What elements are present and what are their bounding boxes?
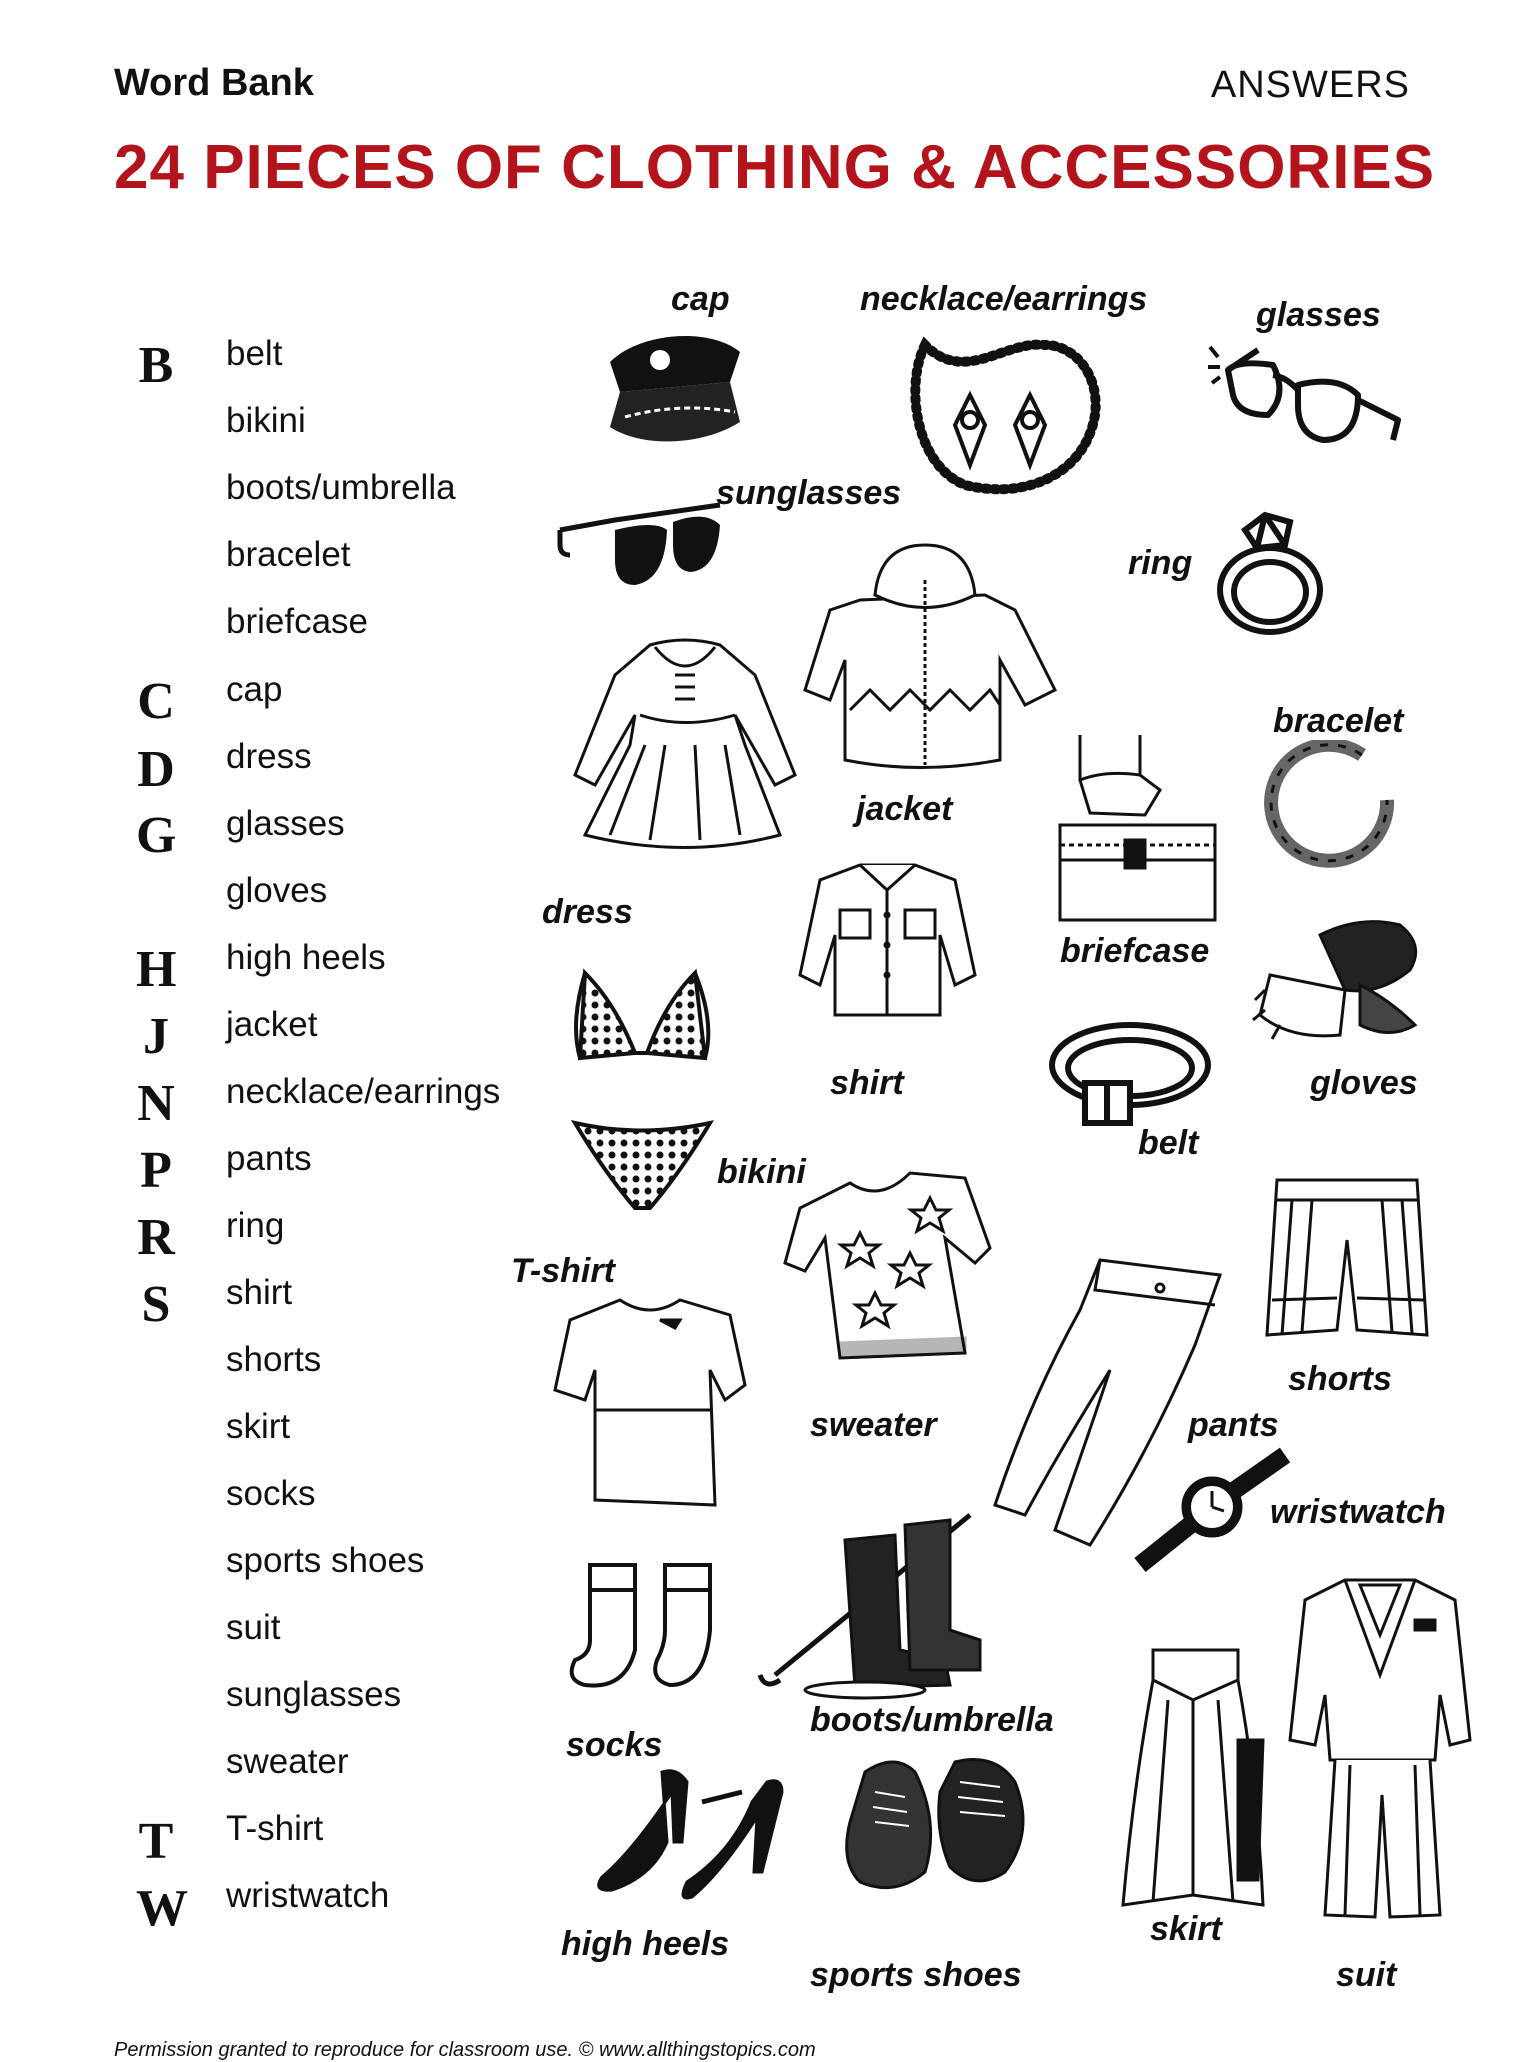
label-gloves: gloves [1310,1064,1418,1102]
word-item: bikini [226,401,306,440]
label-high-heels: high heels [561,1925,730,1963]
letter-c: C [137,673,175,730]
word-item: sports shoes [226,1541,425,1580]
word-item: pants [226,1139,312,1178]
footer-permission: Permission granted to reproduce for classroom use. © www.allthingstopics.com [114,2039,816,2061]
word-item: boots/umbrella [226,468,456,507]
letter-r: R [137,1209,175,1266]
word-item: cap [226,670,283,709]
word-item: belt [226,334,283,373]
label-bikini: bikini [717,1153,806,1191]
letter-w: W [136,1880,188,1937]
letter-n: N [137,1075,175,1132]
label-belt: belt [1138,1124,1199,1162]
sweater-illustration [780,1163,995,1368]
word-item: necklace/earrings [226,1072,501,1111]
bikini-top-illustration [565,963,720,1073]
word-item: T-shirt [226,1809,324,1848]
letter-b: B [138,337,174,394]
label-jacket: jacket [856,790,953,828]
gloves-illustration [1250,915,1425,1045]
cap-illustration [600,322,750,452]
letter-p: P [140,1142,172,1199]
boots-umbrella-illustration [755,1510,985,1700]
label-shirt: shirt [830,1064,904,1102]
label-cap: cap [671,280,730,318]
necklace-earrings-illustration [905,325,1105,495]
label-glasses: glasses [1256,296,1381,334]
high-heels-illustration [592,1762,787,1902]
label-necklace-earrings: necklace/earrings [860,280,1148,318]
letter-d: D [137,741,175,798]
belt-illustration [1045,1013,1215,1138]
letter-j: J [143,1008,169,1065]
word-item: dress [226,737,312,776]
sports-shoes-illustration [835,1752,1035,1902]
word-bank-heading: Word Bank [114,62,314,104]
shorts-illustration [1262,1170,1432,1340]
briefcase-illustration [1050,735,1225,925]
page-title: 24 PIECES OF CLOTHING & ACCESSORIES [114,133,1436,202]
label-suit: suit [1336,1956,1397,1994]
word-item: glasses [226,804,345,843]
label-sweater: sweater [810,1406,937,1444]
t-shirt-illustration [550,1290,750,1510]
suit-illustration [1285,1565,1475,1925]
socks-illustration [565,1560,735,1700]
dress-illustration [570,635,800,855]
word-item: shirt [226,1273,293,1312]
label-dress: dress [542,893,633,931]
skirt-illustration [1118,1640,1268,1910]
word-item: socks [226,1474,316,1513]
word-item: ring [226,1206,285,1245]
bikini-bottom-illustration [570,1113,715,1213]
label-bracelet: bracelet [1273,702,1404,740]
glasses-illustration [1208,345,1408,460]
label-socks: socks [566,1726,663,1764]
jacket-illustration [800,540,1060,775]
word-item: skirt [226,1407,291,1446]
answers-heading: ANSWERS [1210,64,1410,106]
letter-t: T [138,1813,174,1870]
label-briefcase: briefcase [1060,932,1210,970]
word-item: gloves [226,871,328,910]
word-item: wristwatch [226,1876,390,1915]
shirt-illustration [795,855,980,1025]
word-item: sweater [226,1742,349,1781]
word-item: briefcase [226,602,369,641]
letter-h: H [136,941,177,998]
letter-s: S [141,1276,171,1333]
label-shorts: shorts [1288,1360,1392,1398]
label-pants: pants [1188,1406,1279,1444]
word-item: bracelet [226,535,351,574]
word-item: shorts [226,1340,322,1379]
label-sunglasses: sunglasses [716,474,902,512]
word-item: jacket [226,1005,318,1044]
label-boots-umbrella: boots/umbrella [810,1701,1054,1739]
bracelet-illustration [1262,740,1397,875]
label-skirt: skirt [1150,1910,1222,1948]
word-item: suit [226,1608,281,1647]
label-ring: ring [1128,544,1193,582]
letter-g: G [136,807,177,864]
word-item: high heels [226,938,386,977]
label-wristwatch: wristwatch [1270,1493,1446,1531]
ring-illustration [1205,510,1335,645]
label-t-shirt: T-shirt [511,1252,615,1290]
sunglasses-illustration [555,500,735,600]
word-item: sunglasses [226,1675,402,1714]
label-sports-shoes: sports shoes [810,1956,1022,1994]
